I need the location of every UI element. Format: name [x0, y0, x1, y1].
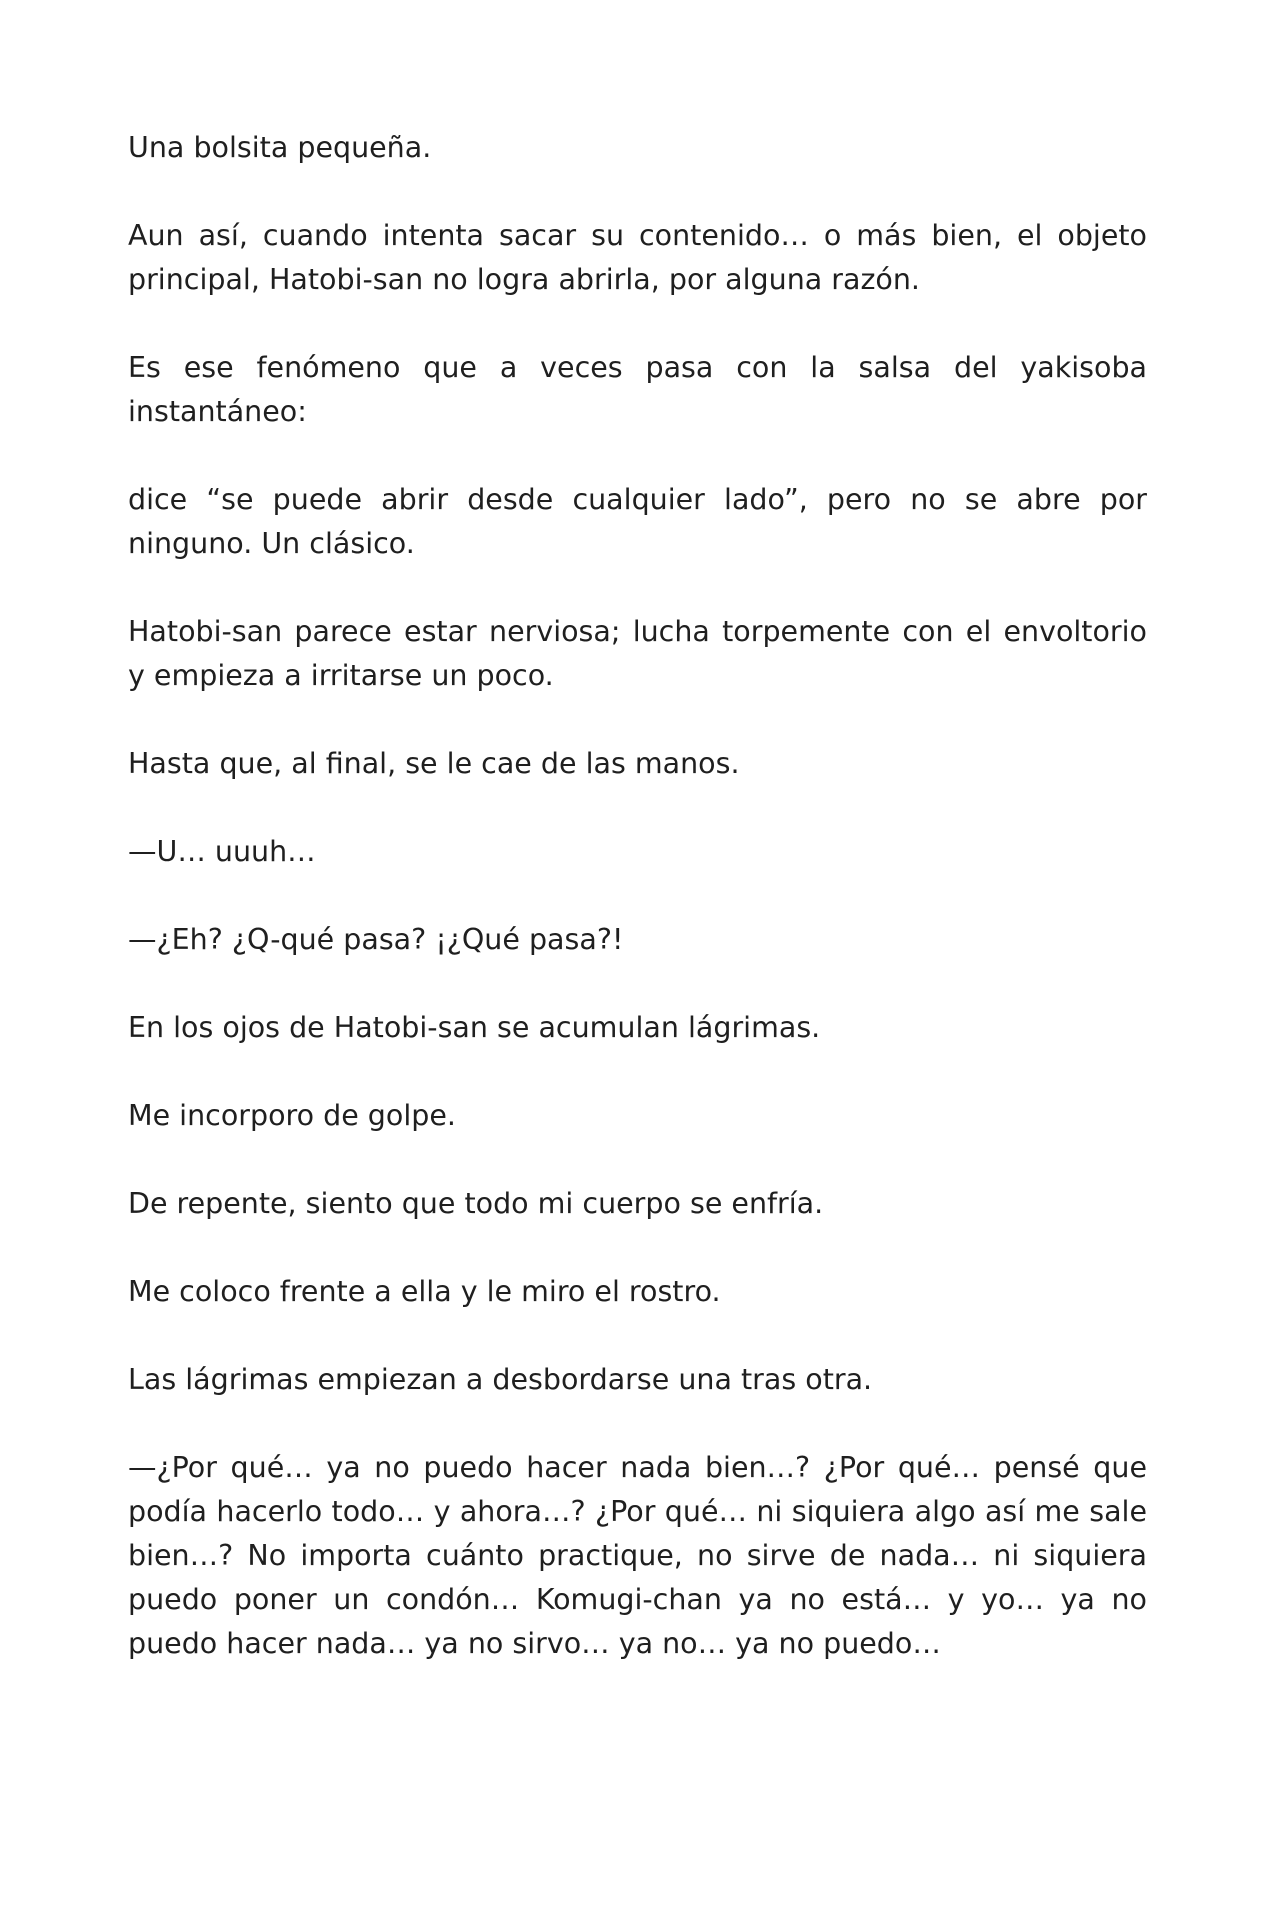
paragraph: Hatobi-san parece estar nerviosa; lucha torpemente con el envoltorio y empieza a irritarse un poco.	[128, 615, 1147, 692]
dialogue-line: —¿Eh? ¿Q-qué pasa? ¡¿Qué pasa?!	[128, 923, 624, 956]
paragraph: Las lágrimas empiezan a desbordarse una tras otra.	[128, 1363, 873, 1396]
paragraph: De repente, siento que todo mi cuerpo se enfría.	[128, 1187, 824, 1220]
paragraph: Me coloco frente a ella y le miro el rostro.	[128, 1275, 721, 1308]
paragraph: En los ojos de Hatobi-san se acumulan lágrimas.	[128, 1011, 821, 1044]
paragraph: Me incorporo de golpe.	[128, 1099, 456, 1132]
paragraph: Aun así, cuando intenta sacar su contenido… o más bien, el objeto principal, Hatobi-san no logra abrirla, por alguna razón.	[128, 219, 1147, 296]
dialogue-line: —U… uuuh…	[128, 835, 316, 868]
paragraph: Hasta que, al final, se le cae de las manos.	[128, 747, 740, 780]
paragraph: Una bolsita pequeña.	[128, 131, 432, 164]
paragraph: dice “se puede abrir desde cualquier lado”, pero no se abre por ninguno. Un clásico.	[128, 483, 1147, 560]
dialogue-line: —¿Por qué… ya no puedo hacer nada bien…? ¿Por qué… pensé que podía hacerlo todo… y ahora…? ¿Por qué… ni siquiera algo así me sale bien…? No importa cuánto practique, no sirve de nada… ni siquiera puedo poner un condón… Komugi-chan ya no está… y yo… ya no puedo hacer nada… ya no sirvo… ya no… ya no puedo…	[128, 1451, 1147, 1660]
paragraph: Es ese fenómeno que a veces pasa con la salsa del yakisoba instantáneo:	[128, 351, 1147, 428]
